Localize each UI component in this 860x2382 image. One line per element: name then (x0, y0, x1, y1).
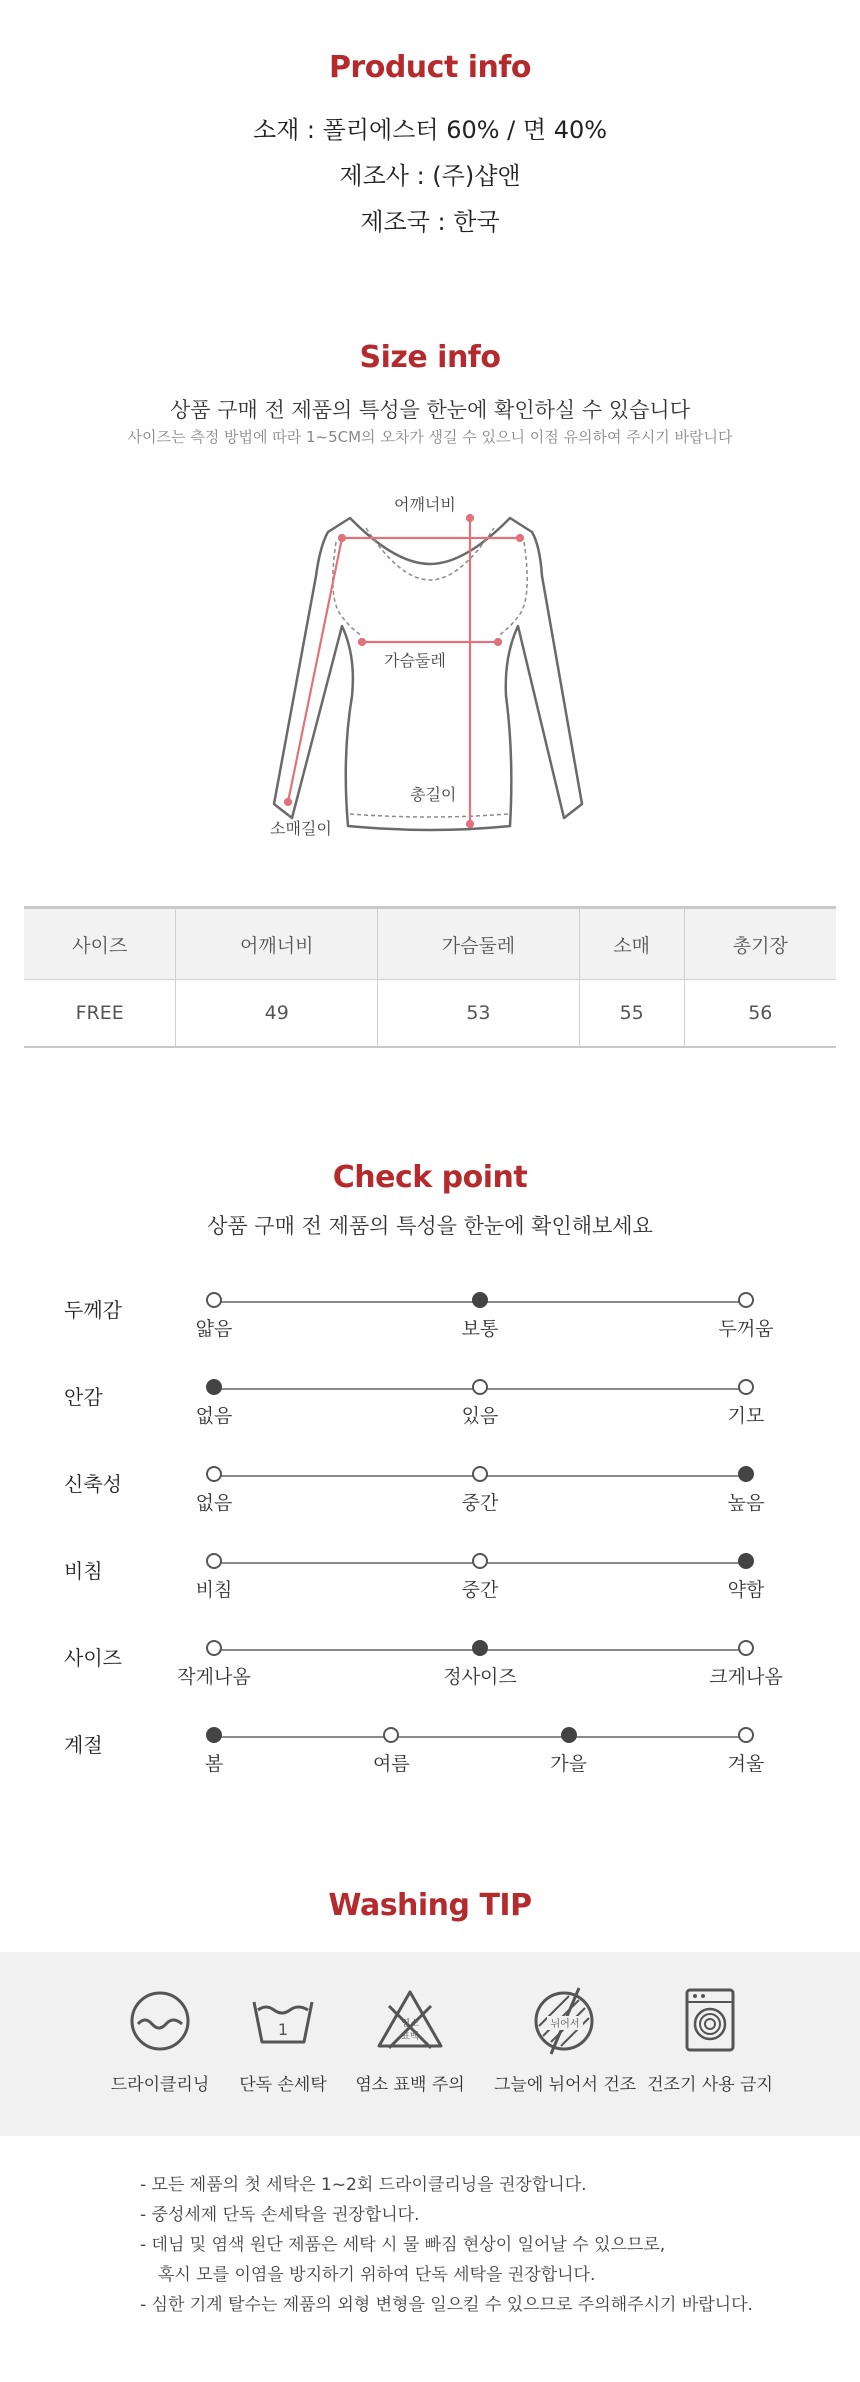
scale-dot (383, 1727, 399, 1743)
scale-dot-selected (738, 1466, 754, 1482)
scale-dot-selected (472, 1640, 488, 1656)
wash-item-no-tumble-dry (640, 1986, 780, 2095)
scale-dot (206, 1553, 222, 1569)
note-line: - 모든 제품의 첫 세탁은 1~2회 드라이클리닝을 권장합니다. (140, 2175, 587, 2195)
length-label: 총길이 (410, 785, 457, 804)
scale-dot (738, 1292, 754, 1308)
note-line: 혹시 모를 이염을 방지하기 위하여 단독 세탁을 권장합니다. (158, 2265, 596, 2285)
check-row (0, 1727, 860, 1787)
scale-dot (206, 1292, 222, 1308)
check-point-title: Check point (332, 1160, 528, 1195)
check-row (0, 1379, 860, 1439)
check-row (0, 1466, 860, 1526)
check-row-label: 사이즈 (64, 1646, 122, 1670)
scale-dot (738, 1727, 754, 1743)
cell-shoulder: 49 (176, 980, 378, 1048)
scale-option-label: 중간 (461, 1492, 499, 1514)
sleeve-label: 소매길이 (270, 819, 332, 838)
scale-option-label: 보통 (461, 1318, 499, 1340)
hand-wash-icon (248, 1986, 318, 2056)
scale-option-label: 정사이즈 (443, 1666, 517, 1688)
scale-dot-selected (472, 1292, 488, 1308)
size-info-title: Size info (359, 340, 501, 375)
scale-dot (472, 1379, 488, 1395)
size-info-subtitle: 상품 구매 전 제품의 특성을 한눈에 확인하실 수 있습니다 (170, 398, 690, 422)
header-shoulder: 어깨너비 (176, 908, 378, 980)
scale-option-label: 있음 (461, 1405, 499, 1427)
scale-option-label: 얇음 (195, 1318, 233, 1340)
size-table-header (24, 908, 836, 980)
scale-dot (738, 1640, 754, 1656)
dry-clean-icon (125, 1986, 195, 2056)
wash-item-dry-clean (90, 1986, 230, 2095)
size-table (24, 906, 836, 1048)
header-sleeve: 소매 (579, 908, 684, 980)
scale-dot (472, 1466, 488, 1482)
no-tumble-dry-icon (675, 1986, 745, 2056)
garment-diagram (270, 486, 590, 846)
scale-option-label: 없음 (195, 1405, 233, 1427)
check-row (0, 1292, 860, 1352)
shoulder-label: 어깨너비 (394, 495, 456, 514)
scale-option-label: 겨울 (727, 1753, 765, 1775)
shade-dry-icon (529, 1986, 599, 2056)
cell-size: FREE (24, 980, 176, 1048)
check-row-label: 신축성 (64, 1472, 122, 1496)
wash-label-hand-wash: 단독 손세탁 (239, 2075, 327, 2095)
note-line: - 중성세제 단독 손세탁을 권장합니다. (140, 2205, 420, 2225)
scale-dot-selected (561, 1727, 577, 1743)
scale-option-label: 두꺼움 (718, 1318, 774, 1340)
scale-option-label: 크게나옴 (709, 1666, 783, 1688)
size-info-note: 사이즈는 측정 방법에 따라 1~5CM의 오차가 생길 수 있으니 이점 유의하여 주시기 바랍니다 (127, 428, 733, 446)
manufacturer-line: 제조사 : (주)샵앤 (339, 162, 521, 190)
header-length: 총기장 (684, 908, 836, 980)
scale-option-label: 가을 (550, 1753, 588, 1775)
check-row (0, 1640, 860, 1700)
chest-label: 가슴둘레 (384, 651, 446, 670)
check-row-label: 두께감 (64, 1298, 122, 1322)
scale-option-label: 여름 (372, 1753, 410, 1775)
cell-length: 56 (684, 980, 836, 1048)
scale-dot (738, 1379, 754, 1395)
washing-title: Washing TIP (328, 1888, 532, 1923)
scale-option-label: 봄 (204, 1753, 224, 1775)
cell-chest: 53 (378, 980, 580, 1048)
scale-option-label: 비침 (195, 1579, 233, 1601)
scale-dot (206, 1640, 222, 1656)
wash-label-shade-dry: 그늘에 뉘어서 건조 (494, 2075, 637, 2095)
scale-option-label: 없음 (195, 1492, 233, 1514)
wash-label-dry-clean: 드라이클리닝 (110, 2075, 210, 2095)
scale-option-label: 약함 (727, 1579, 765, 1601)
scale-dot (472, 1553, 488, 1569)
header-size: 사이즈 (24, 908, 176, 980)
washing-icons-band (0, 1952, 860, 2136)
check-row (0, 1553, 860, 1613)
scale-dot (206, 1466, 222, 1482)
wash-item-hand-wash (213, 1986, 353, 2095)
no-bleach-glyph-bottom: 표백 (401, 2032, 419, 2042)
wash-item-no-bleach (340, 1986, 480, 2095)
no-bleach-icon (375, 1986, 445, 2056)
note-line: - 심한 기계 탈수는 제품의 외형 변형을 일으킬 수 있으므로 주의해주시기 바랍니다. (140, 2295, 753, 2315)
product-info-title: Product info (328, 50, 532, 85)
header-chest: 가슴둘레 (378, 908, 580, 980)
material-line: 소재 : 폴리에스터 60% / 면 40% (252, 116, 608, 144)
note-line: - 데님 및 염색 원단 제품은 세탁 시 물 빠짐 현상이 일어날 수 있으므로, (140, 2235, 666, 2255)
wash-item-shade-dry (494, 1986, 637, 2095)
scale-track (214, 1736, 746, 1738)
scale-dot-selected (738, 1553, 754, 1569)
no-bleach-glyph-top: 염소 (401, 2019, 419, 2029)
check-row-label: 계절 (64, 1733, 103, 1757)
scale-option-label: 기모 (727, 1405, 765, 1427)
table-row (24, 980, 836, 1048)
scale-dot-selected (206, 1379, 222, 1395)
check-row-label: 비침 (64, 1559, 103, 1583)
shade-dry-glyph: 뉘어서 (550, 2019, 580, 2030)
wash-label-no-tumble-dry: 건조기 사용 금지 (647, 2075, 773, 2095)
scale-option-label: 중간 (461, 1579, 499, 1601)
hand-wash-glyph: 1 (277, 2020, 289, 2039)
cell-sleeve: 55 (579, 980, 684, 1048)
check-row-label: 안감 (64, 1385, 103, 1409)
washing-notes (140, 2170, 753, 2320)
scale-option-label: 작게나옴 (177, 1666, 251, 1688)
scale-option-label: 높음 (727, 1492, 765, 1514)
scale-dot-selected (206, 1727, 222, 1743)
wash-label-no-bleach: 염소 표백 주의 (355, 2075, 465, 2095)
check-point-subtitle: 상품 구매 전 제품의 특성을 한눈에 확인해보세요 (207, 1214, 653, 1238)
country-line: 제조국 : 한국 (360, 208, 500, 236)
